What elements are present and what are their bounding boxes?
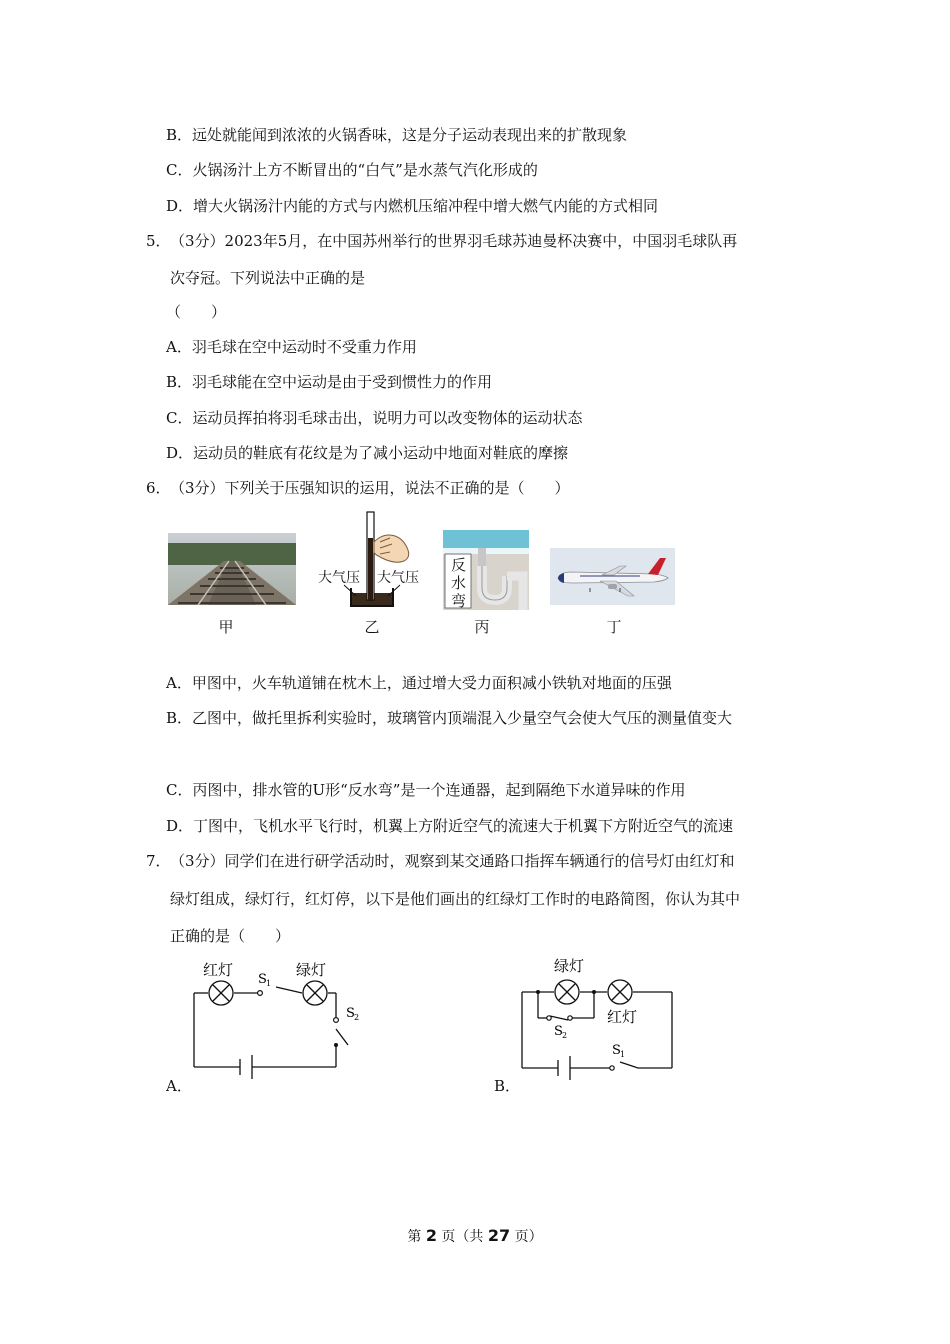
airplane-photo bbox=[550, 548, 675, 605]
q4-option-c: C．火锅汤汁上方不断冒出的“白气”是水蒸气汽化形成的 bbox=[166, 161, 538, 179]
circuit-a-s1-sub: 1 bbox=[266, 979, 272, 988]
footer-suffix: 页） bbox=[510, 1229, 543, 1245]
q7-stem-line1: （3分）同学们在进行研学活动时，观察到某交通路口指挥车辆通行的信号灯由红灯和 bbox=[170, 852, 735, 870]
circuit-b-s2-label: S bbox=[554, 1024, 563, 1039]
q5-option-b: B．羽毛球能在空中运动是由于受到惯性力的作用 bbox=[166, 373, 493, 391]
q6-option-b: B．乙图中，做托里拆利实验时，玻璃管内顶端混入少量空气会使大气压的测量值变大 bbox=[166, 709, 733, 727]
circuit-b-red-lamp-label: 红灯 bbox=[607, 1008, 638, 1026]
bing-label-1: 反 bbox=[451, 556, 467, 574]
yi-left-label: 大气压 bbox=[318, 570, 360, 586]
q5-answer-paren: （ ） bbox=[166, 303, 227, 321]
q5-option-a: A．羽毛球在空中运动时不受重力作用 bbox=[166, 338, 417, 356]
q5-option-c: C．运动员挥拍将羽毛球击出，说明力可以改变物体的运动状态 bbox=[166, 409, 583, 427]
q5-number: 5． bbox=[146, 232, 171, 250]
u-trap-drain-figure bbox=[443, 530, 529, 610]
circuit-b-s1-label: S bbox=[612, 1043, 621, 1058]
q5-option-d: D．运动员的鞋底有花纹是为了减小运动中地面对鞋底的摩擦 bbox=[166, 444, 569, 462]
figure-caption-yi: 乙 bbox=[364, 618, 380, 636]
q6-option-c: C．丙图中，排水管的U形“反水弯”是一个连通器，起到隔绝下水道异味的作用 bbox=[166, 781, 686, 799]
footer-middle: 页（共 bbox=[436, 1229, 488, 1245]
bing-label-2: 水 bbox=[451, 574, 467, 592]
figure-caption-ding: 丁 bbox=[606, 618, 622, 636]
footer-total-pages: 27 bbox=[487, 1226, 511, 1245]
yi-right-label: 大气压 bbox=[377, 570, 419, 586]
figure-caption-bing: 丙 bbox=[474, 618, 490, 636]
circuit-a-s1-label: S bbox=[258, 972, 267, 987]
q5-stem-line1: （3分）2023年5月，在中国苏州举行的世界羽毛球苏迪曼杯决赛中，中国羽毛球队再 bbox=[170, 232, 738, 250]
railway-track-photo bbox=[168, 533, 296, 605]
circuit-a-red-lamp-label: 红灯 bbox=[203, 961, 234, 979]
q5-stem-line2: 次夺冠。下列说法中正确的是 bbox=[170, 269, 366, 287]
q6-stem: （3分）下列关于压强知识的运用，说法不正确的是（ ） bbox=[170, 479, 570, 497]
q6-option-d: D．丁图中，飞机水平飞行时，机翼上方附近空气的流速大于机翼下方附近空气的流速 bbox=[166, 817, 734, 835]
q4-option-d: D．增大火锅汤汁内能的方式与内燃机压缩冲程中增大燃气内能的方式相同 bbox=[166, 197, 659, 215]
circuit-a-s2-label: S bbox=[346, 1006, 355, 1021]
q4-option-b: B．远处就能闻到浓浓的火锅香味，这是分子运动表现出来的扩散现象 bbox=[166, 126, 628, 144]
figure-caption-jia: 甲 bbox=[218, 618, 234, 636]
page-footer bbox=[0, 1226, 950, 1247]
footer-page-number: 2 bbox=[425, 1226, 437, 1245]
circuit-b-s1-sub: 1 bbox=[620, 1050, 626, 1059]
torricelli-experiment-figure bbox=[316, 508, 428, 608]
bing-label-3: 弯 bbox=[451, 592, 467, 610]
circuit-b-option-label: B． bbox=[494, 1077, 521, 1095]
circuit-a-option-label: A． bbox=[166, 1077, 192, 1095]
circuit-a-s2-sub: 2 bbox=[354, 1013, 360, 1022]
footer-prefix: 第 bbox=[407, 1229, 426, 1245]
q7-stem-line2: 绿灯组成，绿灯行，红灯停，以下是他们画出的红绿灯工作时的电路简图，你认为其中 bbox=[170, 890, 741, 908]
q7-stem-line3: 正确的是（ ） bbox=[170, 927, 291, 945]
q6-option-a: A．甲图中，火车轨道铺在枕木上，通过增大受力面积减小铁轨对地面的压强 bbox=[166, 674, 672, 692]
circuit-diagram-a bbox=[186, 955, 366, 1080]
circuit-b-green-lamp-label: 绿灯 bbox=[554, 957, 585, 975]
q6-number: 6． bbox=[146, 479, 171, 497]
circuit-b-s2-sub: 2 bbox=[562, 1031, 568, 1040]
circuit-a-green-lamp-label: 绿灯 bbox=[296, 961, 327, 979]
q7-number: 7． bbox=[146, 852, 171, 870]
circuit-diagram-b bbox=[514, 950, 684, 1080]
